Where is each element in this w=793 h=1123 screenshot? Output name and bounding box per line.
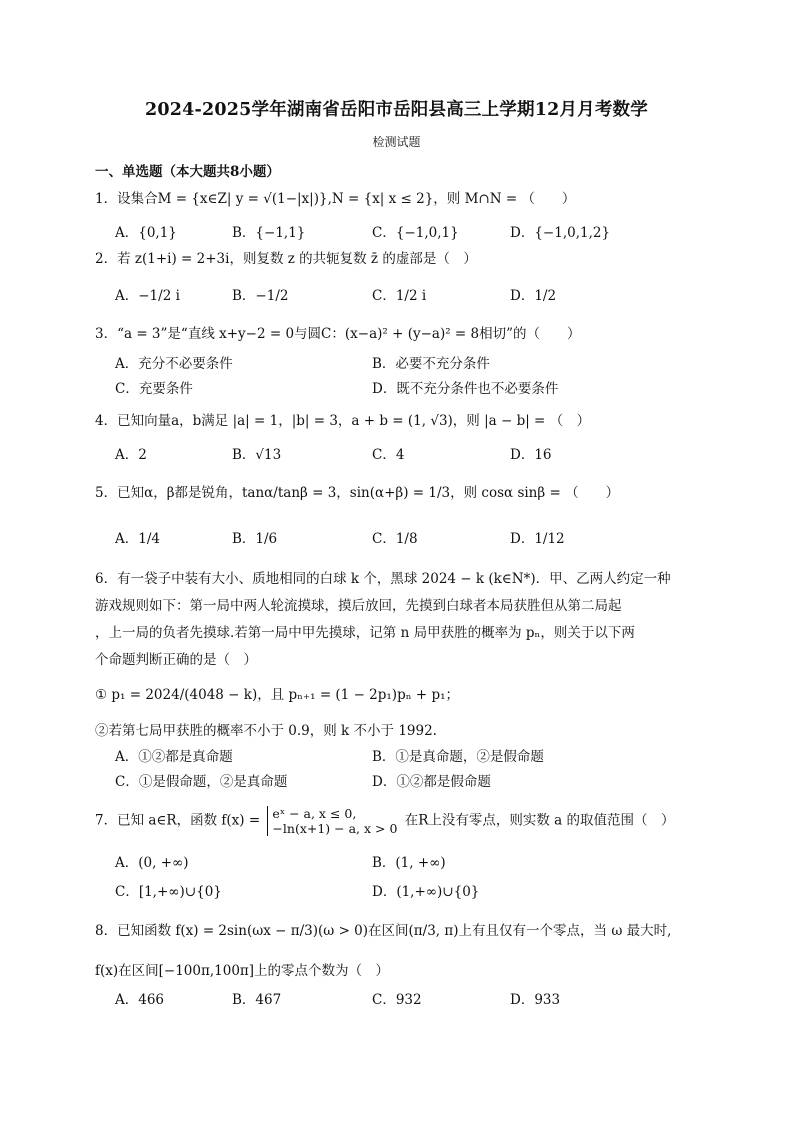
question-3-text: 3．“a = 3”是“直线 x+y−2 = 0与圆C：(x−a)² + (y−a)² = 8相切”的（ ） [95,326,581,342]
q8-option-c: C．932 [372,992,422,1008]
q7-option-c: C．[1,+∞)∪{0} [115,884,222,900]
q5-option-b: B．1/6 [232,531,278,547]
q4-option-d: D．16 [510,447,552,463]
question-1-text: 1．设集合M = {x∈Z| y = √(1−|x|)},N = {x| x ≤ 2}，则 M∩N = （ ） [95,191,576,207]
question-6-statement-1: ① p₁ = 2024/(4048 − k)，且 pₙ₊₁ = (1 − 2p₁)pₙ + p₁； [95,687,460,703]
q5-option-d: D．1/12 [510,531,565,547]
q7-suffix: 在R上没有零点，则实数 a 的取值范围（ ） [404,812,675,829]
q8-option-a: A．466 [115,992,165,1008]
question-8-line-1: 8．已知函数 f(x) = 2sin(ωx − π/3)(ω > 0)在区间(π/3, π)上有且仅有一个零点，当 ω 最大时, [95,923,672,939]
q7-case-2: −ln(x+1) − a, x > 0 [272,821,398,836]
page-subtitle: 检测试题 [372,135,421,149]
q8-option-b: B．467 [232,992,282,1008]
q3-option-b: B．必要不充分条件 [372,356,490,372]
q7-option-d: D．(1,+∞)∪{0} [372,884,480,900]
q6-option-a: A．①②都是真命题 [115,749,233,765]
q3-option-c: C．充要条件 [115,381,193,397]
question-8-line-2: f(x)在区间[−100π,100π]上的零点个数为（ ） [95,963,390,979]
q1-option-d: D．{−1,0,1,2} [510,225,611,241]
question-6-line-3: ，上一局的负者先摸球.若第一局中甲先摸球，记第 n 局甲获胜的概率为 pₙ，则关于以下两 [95,625,635,641]
question-2-text: 2．若 z(1+i) = 2+3i，则复数 z 的共轭复数 z̄ 的虚部是（ ） [95,251,477,267]
q1-option-b: B．{−1,1} [232,225,306,241]
question-7-text [95,806,675,836]
q7-option-a: A．(0, +∞) [115,855,189,871]
q5-option-c: C．1/8 [372,531,418,547]
question-4-text: 4．已知向量a，b满足 |a| = 1，|b| = 3，a + b = (1, √3)，则 |a − b| = （ ） [95,413,591,429]
q3-option-a: A．充分不必要条件 [115,356,233,372]
question-6-line-2: 游戏规则如下：第一局中两人轮流摸球，摸后放回，先摸到白球者本局获胜但从第二局起 [95,598,622,614]
q2-option-b: B．−1/2 [232,288,289,304]
q4-option-a: A．2 [115,447,147,463]
q2-option-a: A．−1/2 i [115,288,180,304]
q4-option-c: C．4 [372,447,405,463]
q4-option-b: B．√13 [232,447,282,463]
q1-option-c: C．{−1,0,1} [372,225,459,241]
q3-option-d: D．既不充分条件也不必要条件 [372,381,559,397]
question-5-text: 5．已知α，β都是锐角，tanα/tanβ = 3，sin(α+β) = 1/3，则 cosα sinβ = （ ） [95,485,620,501]
q1-option-a: A．{0,1} [115,225,177,241]
question-6-statement-2: ②若第七局甲获胜的概率不小于 0.9，则 k 不小于 1992. [95,723,437,739]
q5-option-a: A．1/4 [115,531,160,547]
q7-case-1: eˣ − a, x ≤ 0, [272,806,357,821]
q7-piecewise [267,806,397,836]
section-heading: 一、单选题（本大题共8小题） [95,164,280,180]
q2-option-d: D．1/2 [510,288,557,304]
page-title: 2024-2025学年湖南省岳阳市岳阳县高三上学期12月月考数学 [145,100,648,120]
q8-option-d: D．933 [510,992,561,1008]
q6-option-d: D．①②都是假命题 [372,774,491,790]
q6-option-c: C．①是假命题，②是真命题 [115,774,288,790]
q6-option-b: B．①是真命题，②是假命题 [372,749,544,765]
question-6-line-4: 个命题判断正确的是（ ） [95,652,257,668]
q2-option-c: C．1/2 i [372,288,427,304]
q7-prefix: 7．已知 a∈R，函数 f(x) = [95,812,261,829]
question-6-line-1: 6．有一袋子中装有大小、质地相同的白球 k 个，黑球 2024 − k (k∈N*)．甲、乙两人约定一种 [95,571,671,587]
q7-option-b: B．(1, +∞) [372,855,446,871]
